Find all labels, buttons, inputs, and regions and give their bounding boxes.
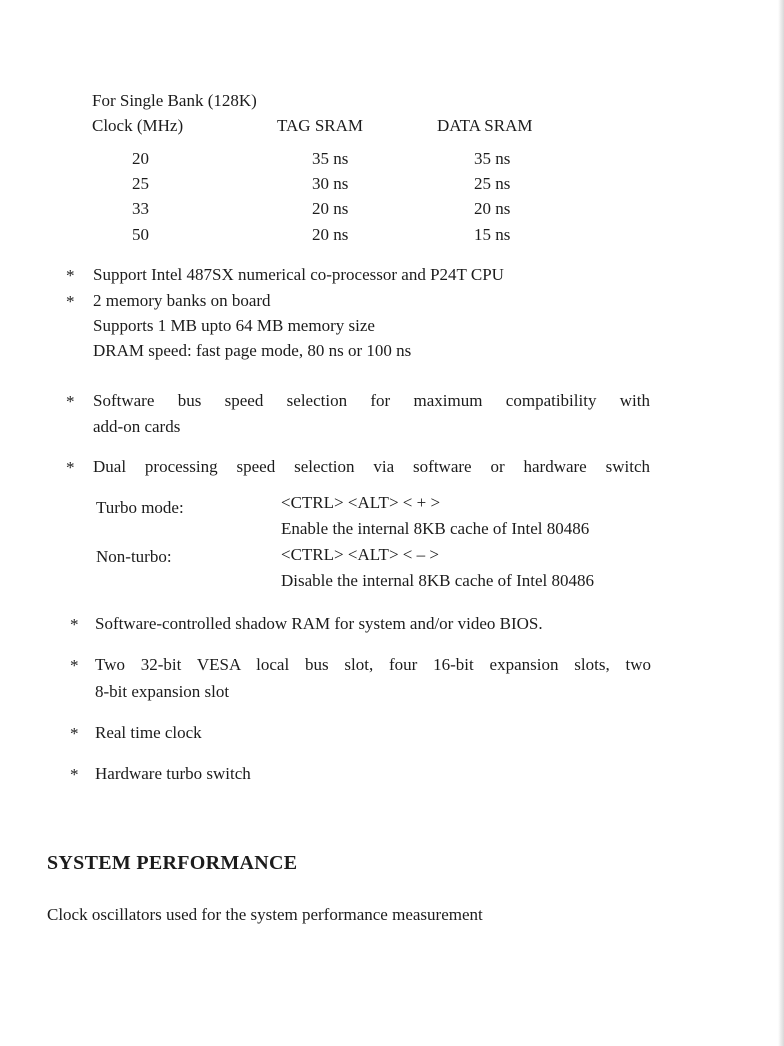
cell-tag: 20 ns (312, 199, 349, 218)
cell-data: 20 ns (474, 199, 511, 218)
bullet-marker: * (70, 615, 79, 634)
bullet-marker: * (70, 724, 79, 743)
non-turbo-label: Non-turbo: (96, 547, 172, 566)
section-text: Clock oscillators used for the system performance measurement (47, 905, 483, 924)
non-turbo-keys: <CTRL> <ALT> < – > (281, 545, 439, 564)
header-data-sram: DATA SRAM (437, 116, 533, 135)
bullet-text: Real time clock (95, 723, 202, 742)
bullet-marker: * (66, 458, 75, 477)
turbo-mode-keys: <CTRL> <ALT> < + > (281, 493, 441, 512)
bullet-text: Support Intel 487SX numerical co-processor and P24T CPU (93, 265, 504, 284)
cell-clock: 33 (132, 199, 149, 218)
cell-clock: 25 (132, 174, 149, 193)
bullet-text: Software-controlled shadow RAM for system and/or video BIOS. (95, 614, 543, 633)
page-edge-shadow (778, 0, 784, 1046)
bullet-text: Dual processing speed selection via software or hardware switch (93, 457, 650, 476)
bullet-text-continued: DRAM speed: fast page mode, 80 ns or 100 ns (93, 341, 412, 360)
cell-tag: 35 ns (312, 149, 349, 168)
bullet-text-continued: add-on cards (93, 417, 181, 436)
turbo-mode-label: Turbo mode: (96, 498, 184, 517)
cell-tag: 20 ns (312, 225, 349, 244)
bullet-marker: * (66, 266, 75, 285)
cell-data: 25 ns (474, 174, 511, 193)
table-caption: For Single Bank (128K) (92, 91, 257, 110)
turbo-mode-desc: Enable the internal 8KB cache of Intel 80486 (281, 519, 590, 538)
bullet-text: Hardware turbo switch (95, 764, 251, 783)
bullet-text: Two 32-bit VESA local bus slot, four 16-bit expansion slots, two (95, 655, 651, 674)
cell-data: 35 ns (474, 149, 511, 168)
header-clock: Clock (MHz) (92, 116, 184, 135)
non-turbo-desc: Disable the internal 8KB cache of Intel 80486 (281, 571, 594, 590)
bullet-marker: * (66, 292, 75, 311)
bullet-text: 2 memory banks on board (93, 291, 271, 310)
cell-data: 15 ns (474, 225, 511, 244)
section-heading: SYSTEM PERFORMANCE (47, 852, 298, 874)
cell-clock: 20 (132, 149, 149, 168)
bullet-marker: * (70, 656, 79, 675)
cell-tag: 30 ns (312, 174, 349, 193)
cell-clock: 50 (132, 225, 149, 244)
bullet-text: Software bus speed selection for maximum compatibility with (93, 391, 650, 410)
header-tag-sram: TAG SRAM (277, 116, 364, 135)
bullet-text-continued: 8-bit expansion slot (95, 682, 230, 701)
bullet-marker: * (66, 392, 75, 411)
bullet-marker: * (70, 765, 79, 784)
bullet-text-continued: Supports 1 MB upto 64 MB memory size (93, 316, 375, 335)
